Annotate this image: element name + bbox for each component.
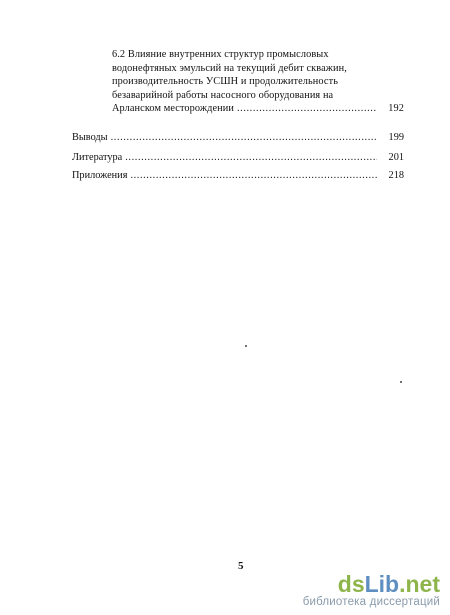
dslib-watermark	[260, 572, 440, 609]
toc-entry-literature[interactable]	[72, 151, 404, 164]
scan-speck	[245, 345, 247, 347]
toc-entry-title: Выводы	[72, 132, 108, 143]
logo-part-ds: ds	[337, 571, 365, 597]
toc-page-number: 199	[388, 132, 404, 143]
toc-entry-title-line: водонефтяных эмульсий на текущий дебит скважин,	[112, 62, 347, 74]
toc-entry-title: Приложения	[72, 170, 128, 181]
dot-leader	[111, 131, 377, 144]
toc-entry-title-line: безаварийной работы насосного оборудования на	[112, 89, 334, 101]
dot-leader	[125, 151, 377, 164]
logo-part-net: net	[405, 571, 440, 597]
toc-page-number: 192	[388, 103, 404, 115]
toc-entry-title: Литература	[72, 152, 123, 163]
logo-part-lib: Lib	[364, 571, 400, 597]
dslib-logo	[260, 572, 440, 596]
toc-entry-title-line: Арланском месторождении	[112, 103, 234, 115]
scan-speck	[400, 381, 402, 383]
toc-entry-conclusions[interactable]	[72, 131, 404, 144]
watermark-caption: библиотека диссертаций	[302, 596, 440, 608]
toc-entry-title-line: производительность УСШН и продолжительность	[112, 76, 338, 88]
toc-entry-title-line: 6.2 Влияние внутренних структур промысловых	[112, 49, 329, 60]
toc-page-number: 201	[388, 152, 404, 163]
logo-dot: .	[399, 571, 406, 597]
dot-leader	[237, 102, 377, 116]
toc-page-number: 218	[388, 170, 404, 181]
toc-entry-appendices[interactable]	[72, 169, 404, 182]
page-number: 5	[238, 560, 244, 572]
dot-leader	[130, 169, 377, 182]
toc-entry-section-6-2[interactable]	[112, 48, 404, 116]
